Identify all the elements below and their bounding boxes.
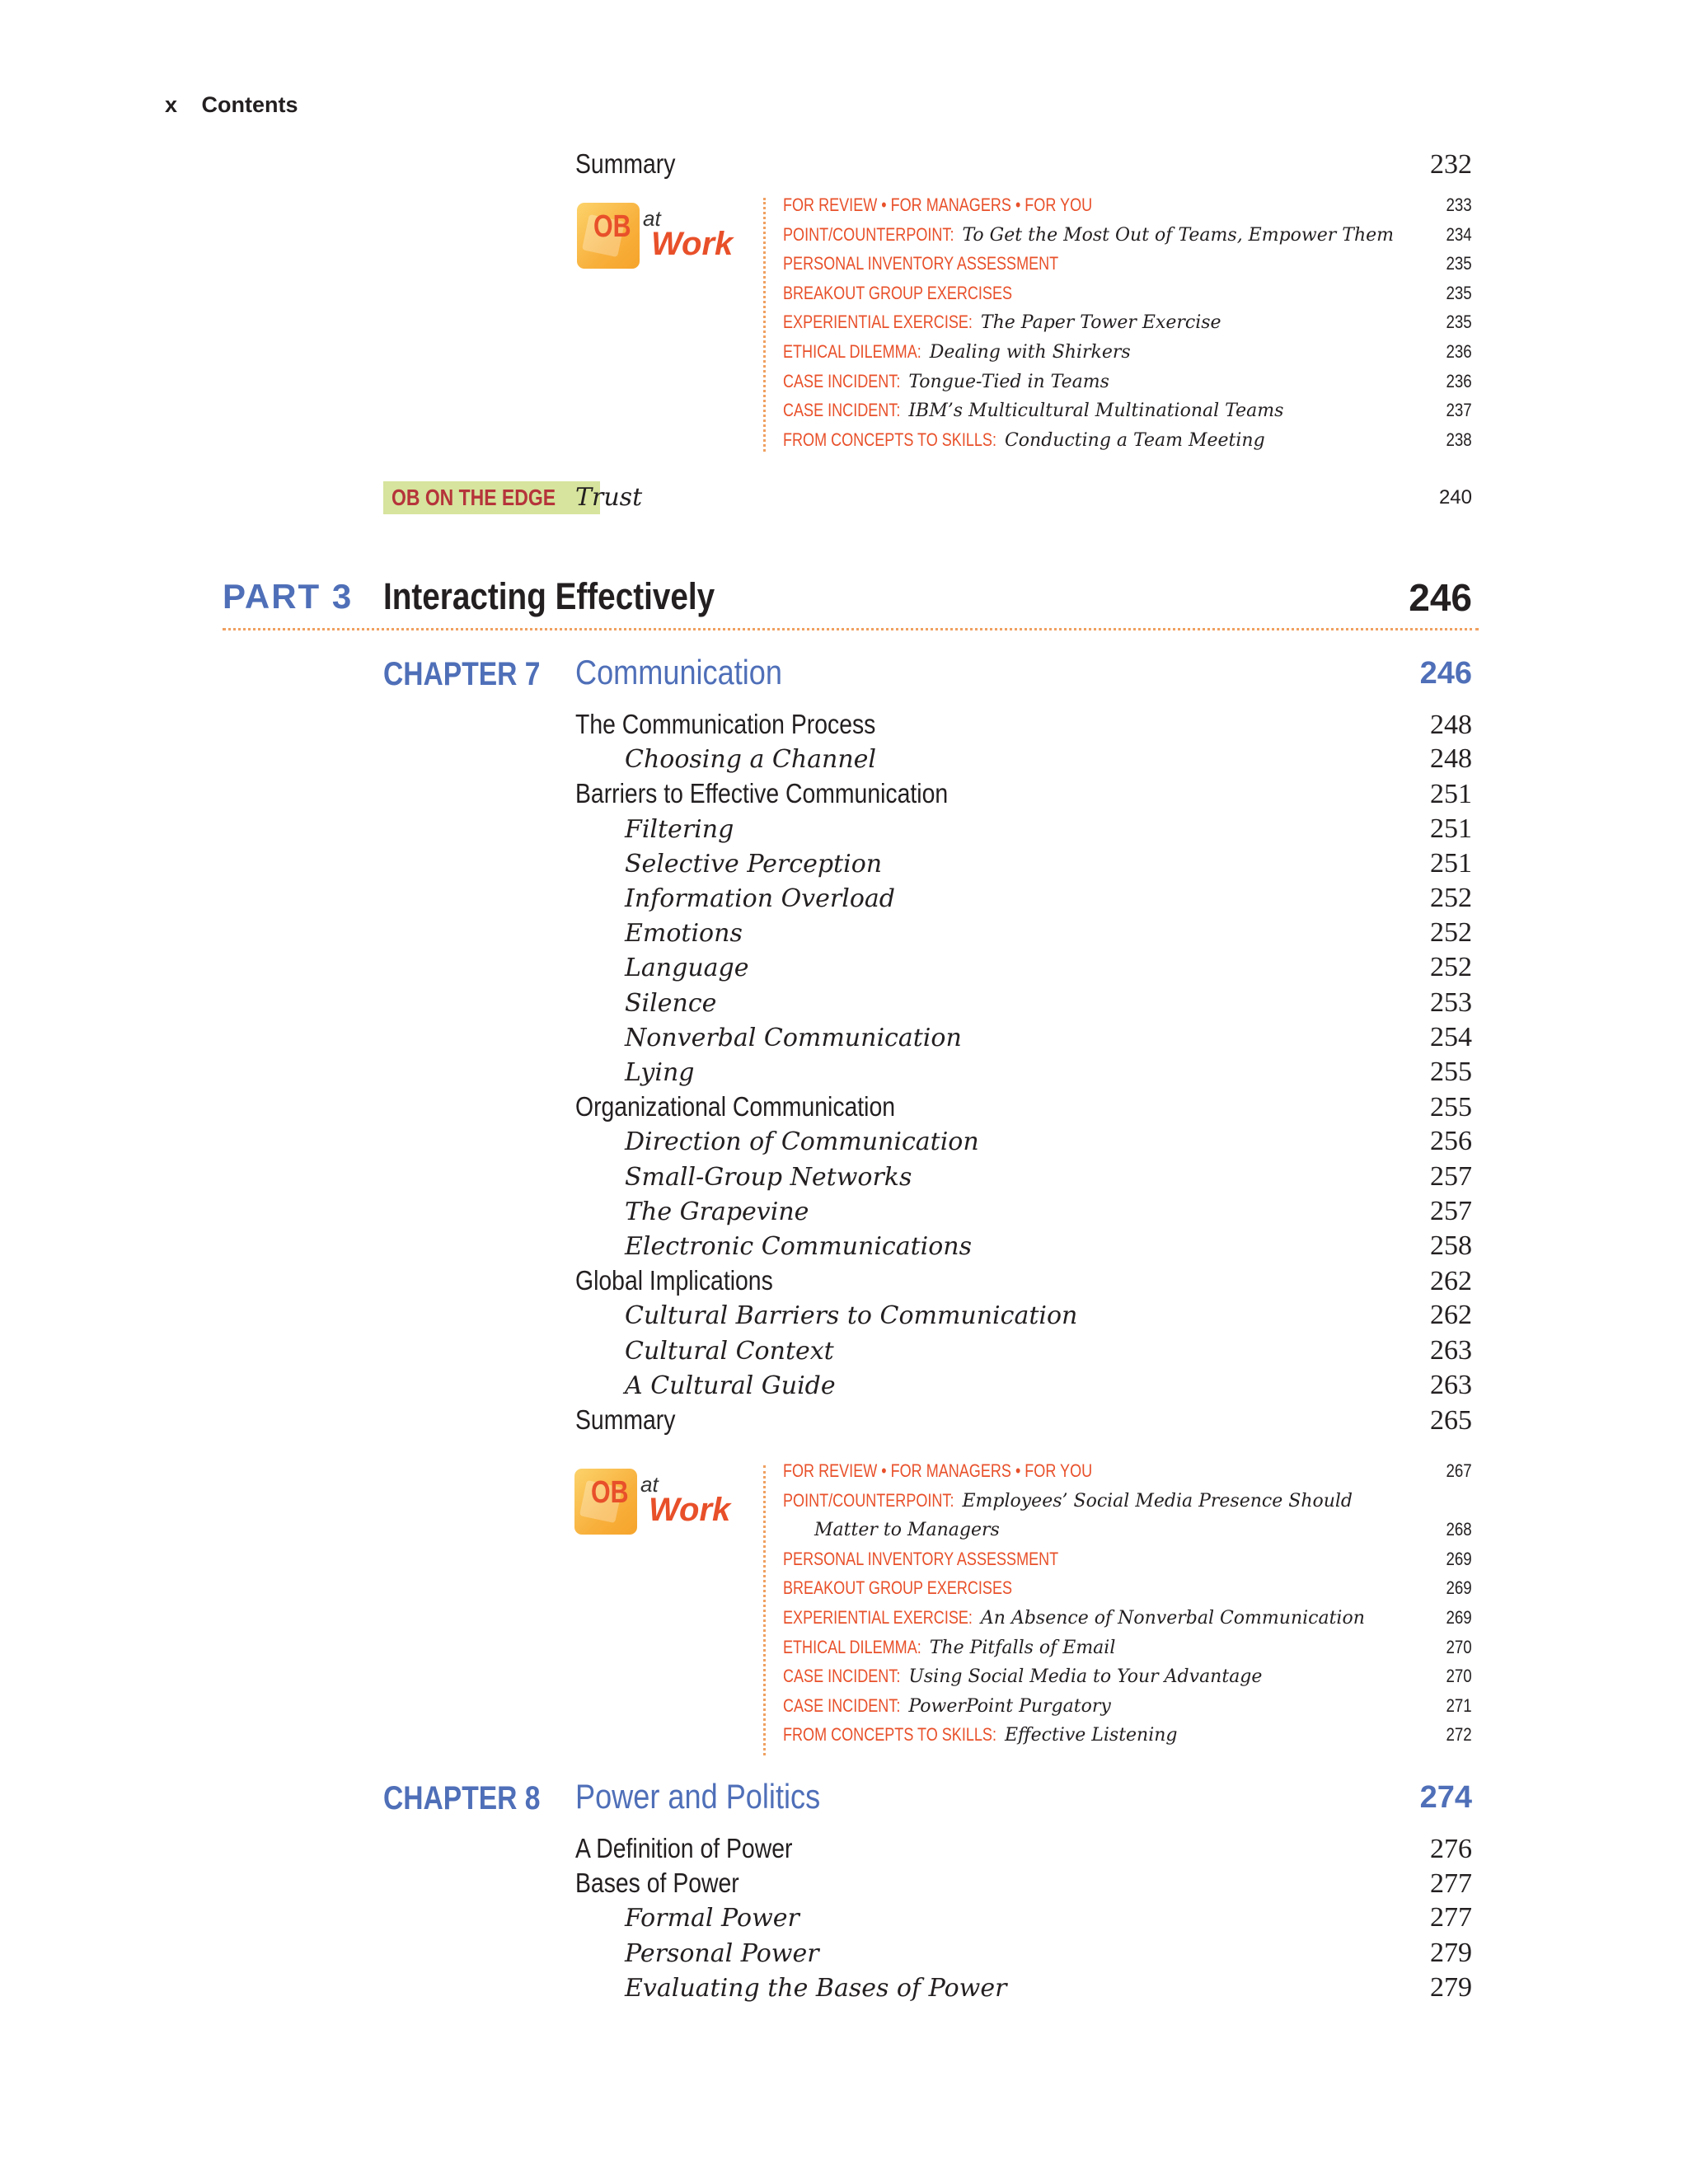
- toc-entry-title: Cultural Barriers to Communication: [625, 1301, 1078, 1331]
- exercise-label: EXPERIENTIAL EXERCISE:: [783, 312, 973, 333]
- toc-entry-page: 265: [1430, 1405, 1472, 1436]
- ob-at-work-logo-icon: OB at Work: [575, 203, 753, 277]
- exercise-title: Conducting a Team Meeting: [1004, 429, 1265, 451]
- ob-on-the-edge-page: 240: [1438, 486, 1472, 509]
- exercise-entry[interactable]: [783, 1460, 1472, 1482]
- exercise-text: [783, 429, 1265, 451]
- exercise-title: PowerPoint Purgatory: [908, 1695, 1111, 1717]
- exercise-label: CASE INCIDENT:: [783, 370, 901, 391]
- exercise-title: The Paper Tower Exercise: [980, 312, 1221, 334]
- exercise-label: PERSONAL INVENTORY ASSESSMENT: [783, 253, 1059, 274]
- exercise-title: Using Social Media to Your Advantage: [908, 1666, 1263, 1688]
- toc-entry[interactable]: [625, 813, 1472, 845]
- exercise-text: [783, 1490, 1353, 1511]
- exercise-text: [783, 224, 1394, 246]
- chapter-8-label: CHAPTER 8: [383, 1780, 541, 1816]
- toc-entry[interactable]: [625, 1057, 1472, 1088]
- exercise-label: POINT/COUNTERPOINT:: [783, 1489, 954, 1511]
- toc-entry-title: Bases of Power: [575, 1868, 739, 1899]
- exercise-entry[interactable]: [783, 1637, 1472, 1658]
- toc-entry-page: 252: [1430, 917, 1472, 949]
- exercise-entry[interactable]: [783, 400, 1472, 421]
- exercise-entry[interactable]: [783, 1549, 1472, 1570]
- exercise-label: CASE INCIDENT:: [783, 1666, 901, 1687]
- toc-entry-title: Silence: [625, 988, 717, 1018]
- dotted-divider: [763, 198, 766, 452]
- exercise-entry[interactable]: [783, 283, 1472, 304]
- exercise-entry[interactable]: [783, 429, 1472, 451]
- toc-entry-title: A Cultural Guide: [625, 1371, 836, 1400]
- part-divider: [223, 628, 1479, 630]
- toc-entry-title: A Definition of Power: [575, 1833, 793, 1863]
- toc-entry[interactable]: [625, 917, 1472, 949]
- exercise-text: [783, 400, 1283, 421]
- toc-entry-title: Personal Power: [625, 1938, 819, 1968]
- exercise-page: 236: [1446, 341, 1472, 362]
- chapter-8-page: 274: [1419, 1780, 1472, 1815]
- ob-on-the-edge-badge: OB ON THE EDGE: [383, 481, 600, 514]
- toc-entry[interactable]: [625, 1335, 1472, 1366]
- exercise-page: 271: [1446, 1694, 1472, 1716]
- toc-entry-title: Small-Group Networks: [625, 1162, 912, 1192]
- toc-entry-page: 251: [1430, 813, 1472, 844]
- toc-entry-page: 279: [1430, 1937, 1472, 1968]
- toc-entry-page: 255: [1430, 1057, 1472, 1087]
- toc-entry[interactable]: [625, 1161, 1472, 1193]
- toc-entry[interactable]: [625, 1902, 1472, 1933]
- toc-entry[interactable]: [625, 952, 1472, 983]
- toc-entry-page: 276: [1430, 1834, 1472, 1864]
- toc-entry-page: 232: [1430, 149, 1472, 180]
- exercise-title: The Pitfalls of Email: [929, 1637, 1116, 1658]
- toc-entry-page: 254: [1430, 1021, 1472, 1052]
- toc-entry-title: Nonverbal Communication: [625, 1023, 962, 1052]
- exercise-page: 272: [1446, 1724, 1472, 1746]
- toc-entry-title: The Grapevine: [625, 1197, 809, 1226]
- toc-entry-title: Formal Power: [625, 1904, 799, 1933]
- dotted-divider: [763, 1465, 766, 1755]
- toc-entry-page: 248: [1430, 743, 1472, 775]
- toc-entry[interactable]: [625, 1300, 1472, 1331]
- exercise-label: CASE INCIDENT:: [783, 1694, 901, 1716]
- toc-entry[interactable]: [575, 1833, 1472, 1865]
- exercise-title: Effective Listening: [1004, 1725, 1178, 1746]
- exercise-page: 237: [1446, 400, 1472, 421]
- toc-entry-title: Summary: [575, 148, 676, 179]
- toc-entry-page: 252: [1430, 952, 1472, 983]
- exercise-label: FROM CONCEPTS TO SKILLS:: [783, 1724, 996, 1746]
- exercise-title: Employees’ Social Media Presence Should: [962, 1490, 1353, 1511]
- toc-entry-title: Evaluating the Bases of Power: [625, 1973, 1007, 2003]
- toc-entry[interactable]: [575, 1091, 1472, 1123]
- toc-entry-title: Cultural Context: [625, 1336, 834, 1366]
- exercise-page: 238: [1446, 429, 1472, 450]
- toc-entry-page: 256: [1430, 1126, 1472, 1157]
- toc-entry-title: Lying: [625, 1058, 695, 1087]
- toc-entry[interactable]: [625, 1972, 1472, 2004]
- toc-entry-title: Information Overload: [625, 884, 895, 913]
- toc-entry[interactable]: [625, 1370, 1472, 1401]
- toc-entry-page: 248: [1430, 710, 1472, 740]
- part-label: PART 3: [223, 577, 354, 616]
- exercise-entry[interactable]: [783, 312, 1472, 333]
- exercise-label: CASE INCIDENT:: [783, 400, 901, 421]
- exercise-title: To Get the Most Out of Teams, Empower Them: [962, 224, 1395, 246]
- chapter-8-title[interactable]: Power and Politics: [575, 1777, 821, 1816]
- exercise-text: [783, 1520, 1000, 1540]
- toc-entry-title: Choosing a Channel: [625, 745, 877, 775]
- exercise-page: 235: [1446, 253, 1472, 274]
- toc-entry[interactable]: [575, 778, 1472, 810]
- exercise-text: [783, 1460, 1092, 1482]
- exercise-label: ETHICAL DILEMMA:: [783, 1636, 921, 1657]
- toc-entry[interactable]: [575, 1265, 1472, 1297]
- toc-entry[interactable]: [575, 1868, 1472, 1900]
- toc-entry-page: 251: [1430, 847, 1472, 879]
- exercise-label: EXPERIENTIAL EXERCISE:: [783, 1607, 973, 1628]
- toc-entry-title: Language: [625, 954, 749, 983]
- toc-entry-title: Barriers to Effective Communication: [575, 778, 949, 809]
- exercise-page: 269: [1446, 1577, 1472, 1599]
- toc-entry-page: 252: [1430, 883, 1472, 913]
- exercise-entry[interactable]: [783, 371, 1472, 392]
- toc-entry-summary-ch6[interactable]: [575, 148, 1472, 180]
- exercise-page: 270: [1446, 1666, 1472, 1687]
- exercise-text: [783, 1724, 1178, 1746]
- exercise-page: 233: [1446, 194, 1472, 215]
- chapter-7-title[interactable]: Communication: [575, 653, 782, 691]
- toc-entry[interactable]: [625, 1022, 1472, 1053]
- toc-entry[interactable]: [625, 1196, 1472, 1227]
- exercise-text: [783, 312, 1221, 333]
- exercise-entry[interactable]: [783, 1490, 1472, 1511]
- toc-entry-title: Global Implications: [575, 1265, 773, 1296]
- exercise-label: FOR REVIEW • FOR MANAGERS • FOR YOU: [783, 1460, 1093, 1481]
- exercise-page: 270: [1446, 1636, 1472, 1657]
- toc-entry[interactable]: [625, 1126, 1472, 1157]
- toc-entry-page: 257: [1430, 1195, 1472, 1226]
- toc-entry-page: 253: [1430, 987, 1472, 1018]
- toc-entry-title: Filtering: [625, 814, 734, 844]
- exercise-title: IBM’s Multicultural Multinational Teams: [908, 401, 1284, 422]
- exercise-entry[interactable]: [783, 341, 1472, 363]
- exercise-entry[interactable]: [783, 1577, 1472, 1599]
- toc-entry-title: The Communication Process: [575, 709, 876, 739]
- chapter-7-page: 246: [1419, 656, 1472, 691]
- toc-entry-title: Emotions: [625, 919, 743, 949]
- exercise-label: BREAKOUT GROUP EXERCISES: [783, 1577, 1013, 1599]
- part-page: 246: [1409, 576, 1472, 619]
- exercise-entry[interactable]: [783, 194, 1472, 216]
- toc-entry-title: Direction of Communication: [625, 1127, 979, 1157]
- toc-entry[interactable]: [575, 709, 1472, 741]
- exercise-label: POINT/COUNTERPOINT:: [783, 223, 954, 245]
- toc-entry-page: 279: [1430, 1971, 1472, 2003]
- exercise-page: 268: [1446, 1519, 1472, 1540]
- toc-entry-page: 277: [1430, 1868, 1472, 1900]
- toc-entry[interactable]: [625, 1938, 1472, 1969]
- exercise-page: 235: [1446, 282, 1472, 303]
- exercise-text: [783, 1607, 1365, 1629]
- exercise-page: 267: [1446, 1460, 1472, 1481]
- part-title[interactable]: Interacting Effectively: [383, 575, 715, 617]
- toc-entry[interactable]: [625, 848, 1472, 879]
- exercise-text: [783, 1695, 1111, 1717]
- toc-entry[interactable]: [625, 1230, 1472, 1262]
- toc-entry-page: 262: [1430, 1266, 1472, 1297]
- exercise-text: [783, 1637, 1115, 1658]
- toc-entry[interactable]: [625, 883, 1472, 914]
- toc-entry-page: 262: [1430, 1300, 1472, 1331]
- toc-entry-page: 255: [1430, 1092, 1472, 1123]
- exercise-entry[interactable]: [783, 224, 1472, 246]
- page-number: x: [165, 92, 178, 117]
- exercise-text: [783, 194, 1092, 216]
- exercise-label: ETHICAL DILEMMA:: [783, 341, 921, 362]
- toc-entry[interactable]: [625, 743, 1472, 775]
- toc-entry[interactable]: [625, 987, 1472, 1019]
- exercise-entry[interactable]: [783, 1607, 1472, 1629]
- toc-entry-page: 263: [1430, 1334, 1472, 1366]
- exercise-label: FOR REVIEW • FOR MANAGERS • FOR YOU: [783, 194, 1093, 215]
- exercise-label: FROM CONCEPTS TO SKILLS:: [783, 429, 996, 450]
- toc-entry-title: Electronic Communications: [625, 1232, 973, 1261]
- exercise-title: Matter to Managers: [814, 1520, 1000, 1541]
- toc-entry[interactable]: [575, 1404, 1472, 1436]
- exercise-text: [783, 283, 1012, 304]
- exercise-text: [783, 341, 1131, 363]
- running-title: Contents: [201, 92, 298, 117]
- toc-entry-page: 257: [1430, 1160, 1472, 1192]
- exercise-entry[interactable]: [783, 1724, 1472, 1746]
- exercise-page: 234: [1446, 223, 1472, 245]
- toc-entry-title: Summary: [575, 1404, 676, 1435]
- exercise-page: 269: [1446, 1607, 1472, 1628]
- running-header: [165, 92, 298, 118]
- exercise-entry[interactable]: [783, 253, 1472, 274]
- exercise-title: An Absence of Nonverbal Communication: [980, 1608, 1365, 1629]
- exercise-entry[interactable]: [783, 1666, 1472, 1687]
- toc-entry-page: 251: [1430, 779, 1472, 810]
- chapter-7-label: CHAPTER 7: [383, 656, 541, 692]
- exercise-title: Dealing with Shirkers: [929, 342, 1131, 363]
- toc-entry-page: 277: [1430, 1902, 1472, 1933]
- exercise-page: 236: [1446, 370, 1472, 391]
- exercise-page: 269: [1446, 1548, 1472, 1569]
- exercise-entry[interactable]: [783, 1695, 1472, 1717]
- exercise-label: BREAKOUT GROUP EXERCISES: [783, 282, 1013, 303]
- ob-at-work-logo-icon: OB at Work: [573, 1469, 751, 1543]
- exercise-text: [783, 1577, 1012, 1599]
- exercise-text: [783, 253, 1058, 274]
- toc-entry-page: 263: [1430, 1369, 1472, 1400]
- toc-entry-title: Organizational Communication: [575, 1091, 896, 1122]
- exercise-title: Tongue-Tied in Teams: [908, 371, 1109, 392]
- ob-on-the-edge-title[interactable]: Trust: [575, 483, 643, 512]
- exercise-entry[interactable]: [783, 1519, 1472, 1540]
- exercise-text: [783, 1549, 1058, 1570]
- toc-entry-page: 258: [1430, 1230, 1472, 1261]
- exercise-text: [783, 1666, 1262, 1687]
- exercise-text: [783, 371, 1109, 392]
- toc-entry-title: Selective Perception: [625, 849, 883, 879]
- exercise-page: 235: [1446, 312, 1472, 333]
- exercise-label: PERSONAL INVENTORY ASSESSMENT: [783, 1548, 1059, 1569]
